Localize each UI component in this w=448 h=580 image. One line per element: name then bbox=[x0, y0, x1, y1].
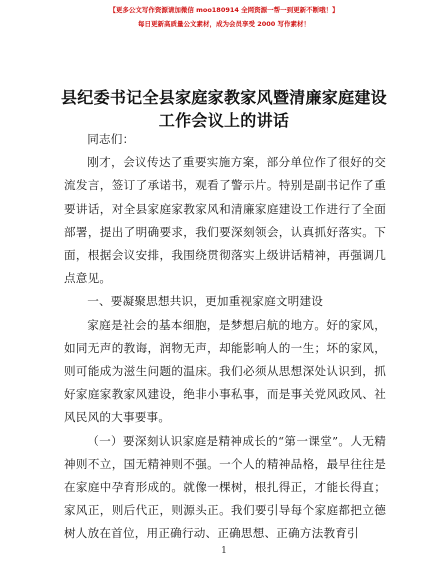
paragraph-subsection-1: （一）要深刻认识家庭是精神成长的“第一课堂”。人无精神则不立，国无精神则不强。一个人的精神品格，最早往往是在家庭中孕育形成的。就像一棵树，根扎得正，才能长得直；家风正，则后代正，则源头正。我们要引导每个家庭都把立德树人放在首位，用正确行动、正确思想、正确方法教育引 bbox=[64, 433, 386, 541]
document-title-line-1: 县纪委书记全县家庭家教家风暨清廉家庭建设 bbox=[60, 88, 387, 107]
paragraph-family-importance: 家庭是社会的基本细胞，是梦想启航的地方。好的家风，如同无声的教诲，润物无声，却能影响人的一生；坏的家风，则可能成为滋生问题的温床。我们必须从思想深处认识到，抓好家庭家教家风建设，绝非小事私事，而是事关党风政风、社风民风的大事要事。 bbox=[64, 317, 386, 425]
document-body bbox=[64, 128, 386, 546]
promo-banner-line-1: 【更多公文写作资源请加微信 moo180914 全网资源一帮一到更新不断哦！】 bbox=[109, 6, 339, 14]
page-number: 1 bbox=[221, 546, 227, 556]
promo-banner bbox=[0, 4, 448, 30]
salutation: 同志们： bbox=[87, 132, 135, 146]
paragraph-opening: 刚才，会议传达了重要实施方案，部分单位作了很好的交流发言，签订了承诺书，观看了警示片。特别是副书记作了重要讲话，对全县家庭家教家风和清廉家庭建设工作进行了全面部署，提出了明确要求，我们要深刻领会，认真抓好落实。下面，根据会议安排，我围绕贯彻落实上级讲话精神，再强调几点意见。 bbox=[64, 155, 386, 286]
promo-banner-line-2: 每日更新高质量公文素材，成为会员享受 2000 写作素材！ bbox=[137, 20, 311, 28]
document-title-line-2: 工作会议上的讲话 bbox=[158, 111, 290, 130]
document-title bbox=[0, 86, 448, 132]
section-heading-1: 一、要凝聚思想共识，更加重视家庭文明建设 bbox=[87, 294, 324, 309]
